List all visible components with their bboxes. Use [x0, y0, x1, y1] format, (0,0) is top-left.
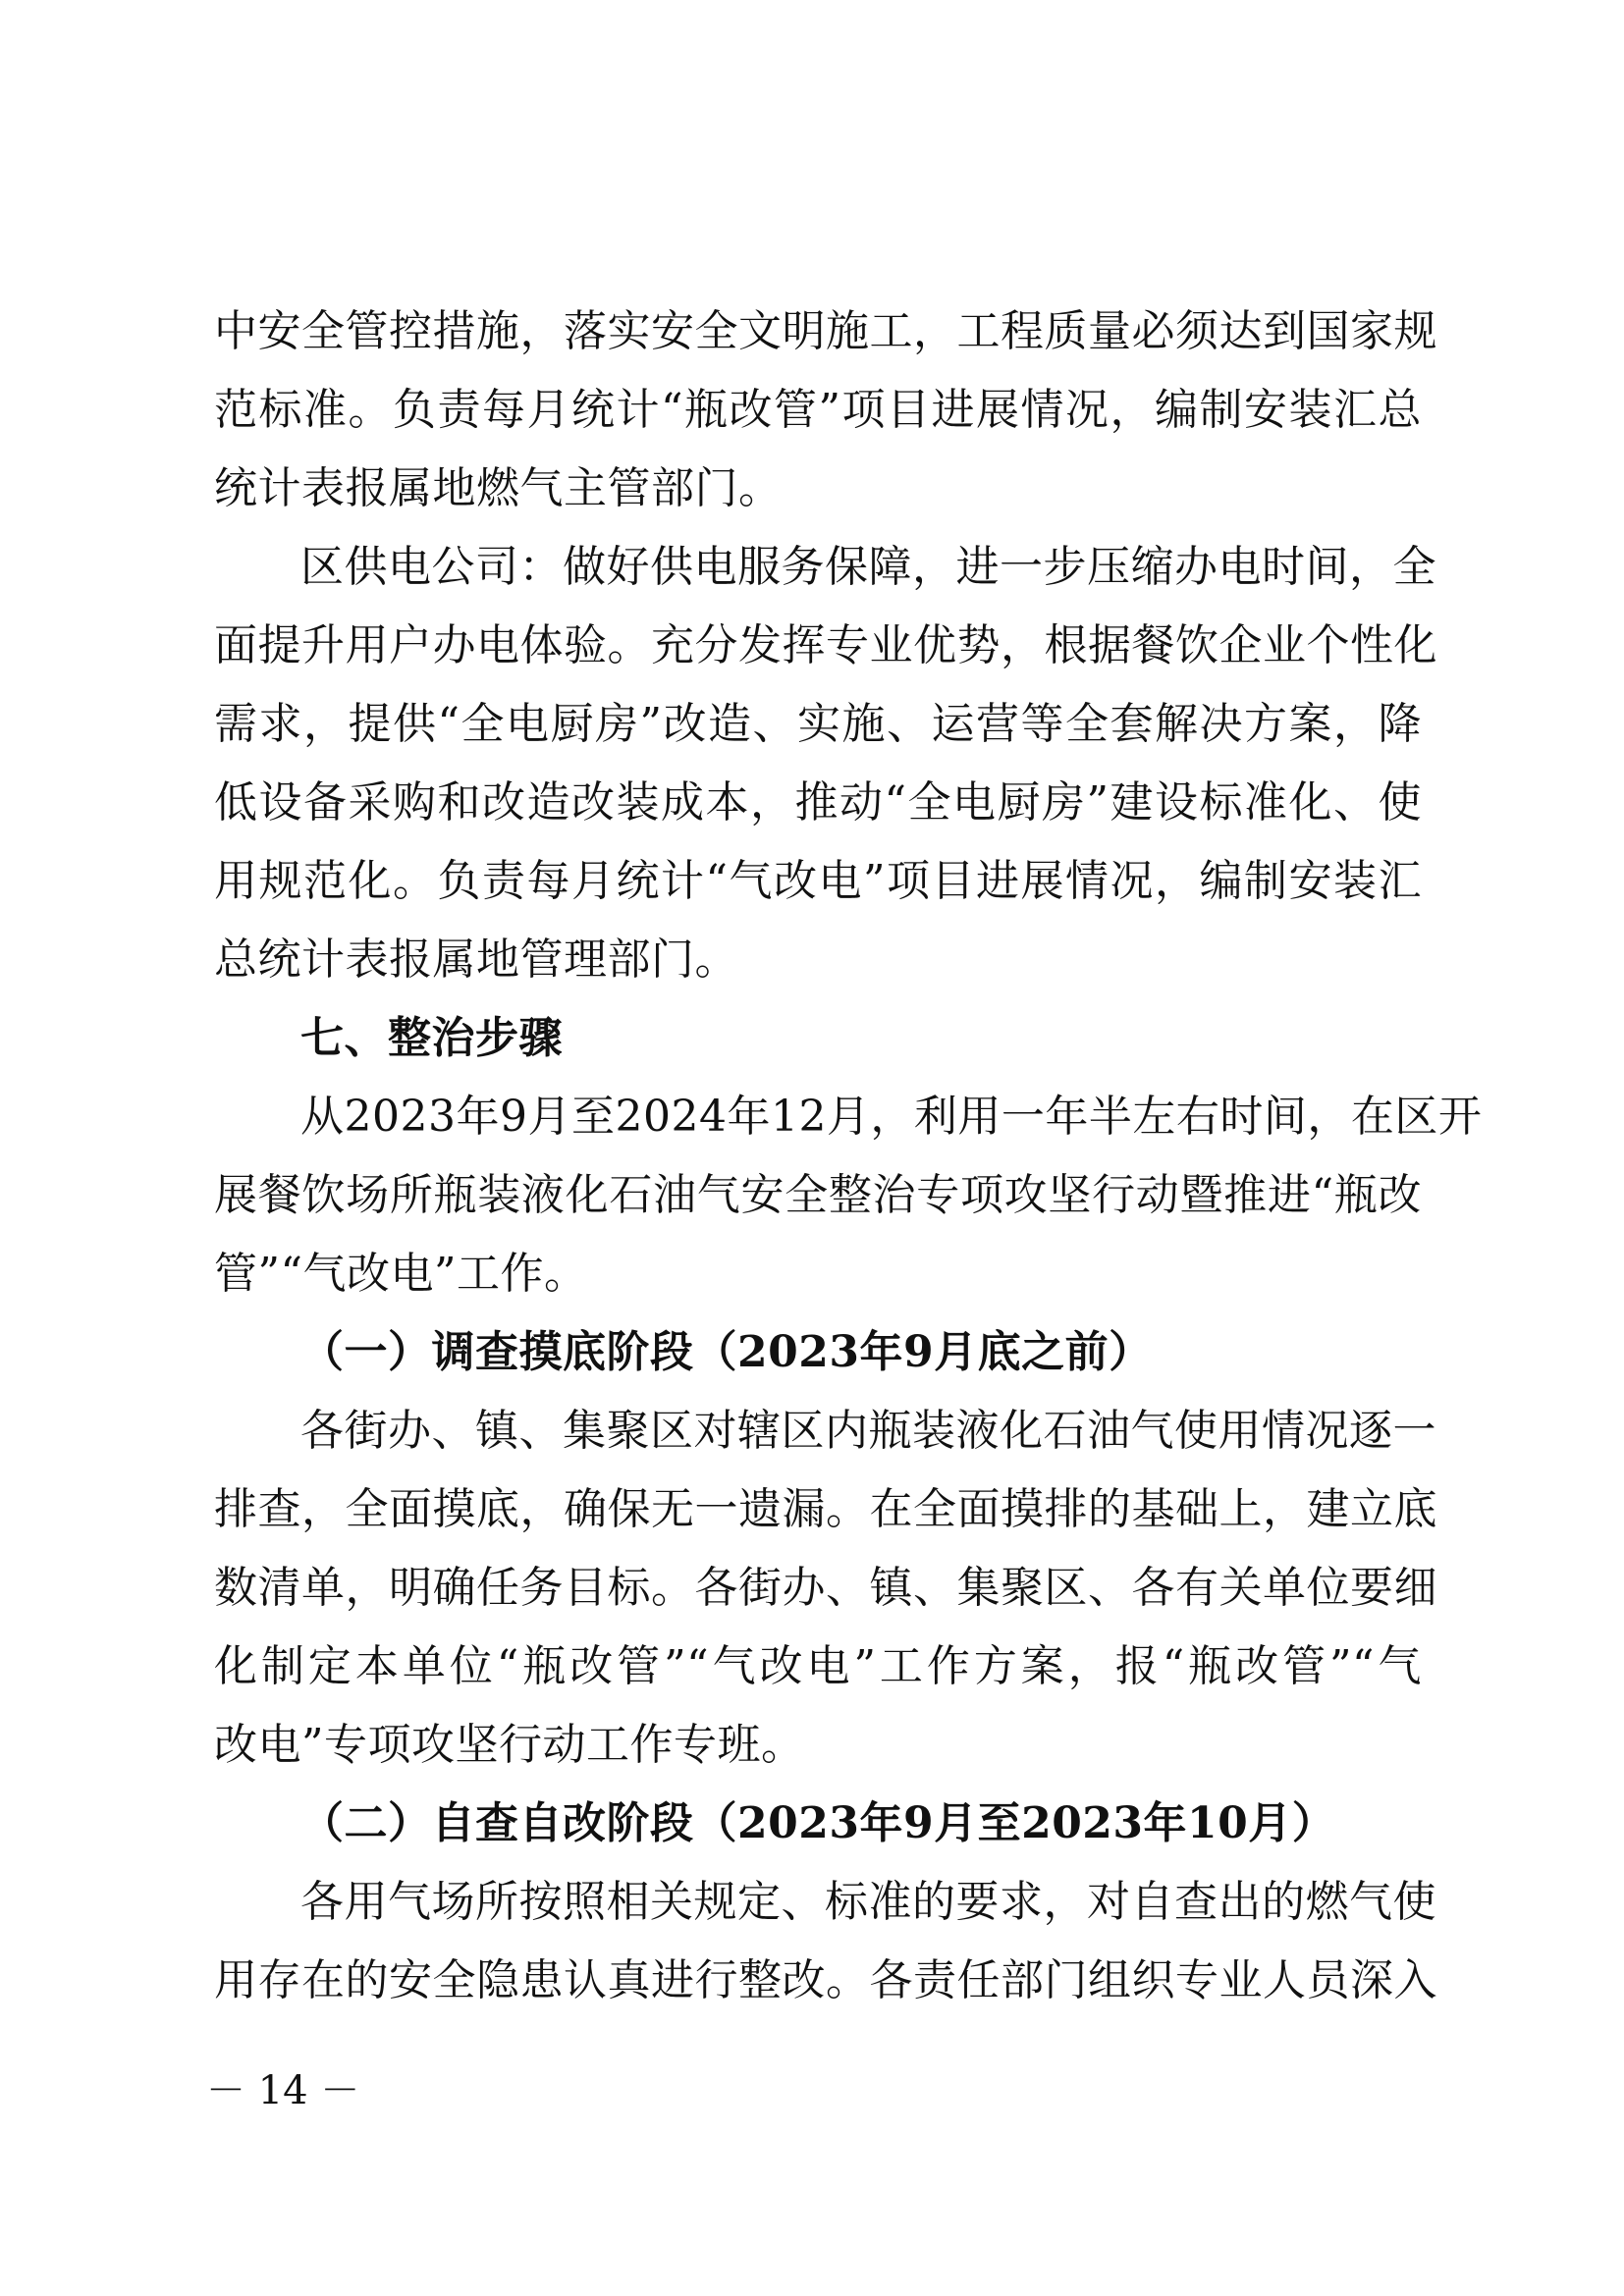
body-line-21: 各用气场所按照相关规定、标准的要求，对自查出的燃气使	[300, 1877, 1436, 1927]
subsection-heading-one: （一）调查摸底阶段（2023年9月底之前）	[300, 1327, 1153, 1377]
body-line-7: 低设备采购和改造改装成本，推动“全电厨房”建设标准化、使	[214, 777, 1422, 828]
body-line-2: 范标准。负责每月统计“瓶改管”项目进展情况，编制安装汇总	[214, 385, 1422, 435]
body-line-12: 展餐饮场所瓶装液化石油气安全整治专项攻坚行动暨推进“瓶改	[214, 1170, 1422, 1220]
body-line-1: 中安全管控措施，落实安全文明施工，工程质量必须达到国家规	[214, 306, 1437, 356]
body-line-19: 改电”专项攻坚行动工作专班。	[214, 1720, 805, 1770]
body-line-17: 数清单，明确任务目标。各街办、镇、集聚区、各有关单位要细	[214, 1563, 1437, 1613]
body-line-18: 化制定本单位“瓶改管”“气改电”工作方案，报“瓶改管”“气	[214, 1641, 1422, 1691]
subsection-heading-two: （二）自查自改阶段（2023年9月至2023年10月）	[300, 1798, 1336, 1848]
body-line-16: 排查，全面摸底，确保无一遗漏。在全面摸排的基础上，建立底	[214, 1484, 1437, 1534]
body-line-11: 从2023年9月至2024年12月，利用一年半左右时间，在区开	[300, 1092, 1483, 1142]
body-line-9: 总统计表报属地管理部门。	[214, 934, 738, 985]
body-line-15: 各街办、镇、集聚区对辖区内瓶装液化石油气使用情况逐一	[300, 1406, 1436, 1456]
body-line-3: 统计表报属地燃气主管部门。	[214, 463, 783, 513]
body-line-4: 区供电公司：做好供电服务保障，进一步压缩办电时间，全	[300, 542, 1436, 592]
body-line-22: 用存在的安全隐患认真进行整改。各责任部门组织专业人员深入	[214, 1955, 1437, 2005]
page-number: － 14 －	[206, 2068, 360, 2113]
body-line-13: 管”“气改电”工作。	[214, 1249, 588, 1299]
body-line-5: 面提升用户办电体验。充分发挥专业优势，根据餐饮企业个性化	[214, 620, 1437, 670]
body-line-8: 用规范化。负责每月统计“气改电”项目进展情况，编制安装汇	[214, 856, 1422, 906]
section-heading-seven: 七、整治步骤	[300, 1013, 563, 1063]
body-line-6: 需求，提供“全电厨房”改造、实施、运营等全套解决方案，降	[214, 699, 1422, 749]
